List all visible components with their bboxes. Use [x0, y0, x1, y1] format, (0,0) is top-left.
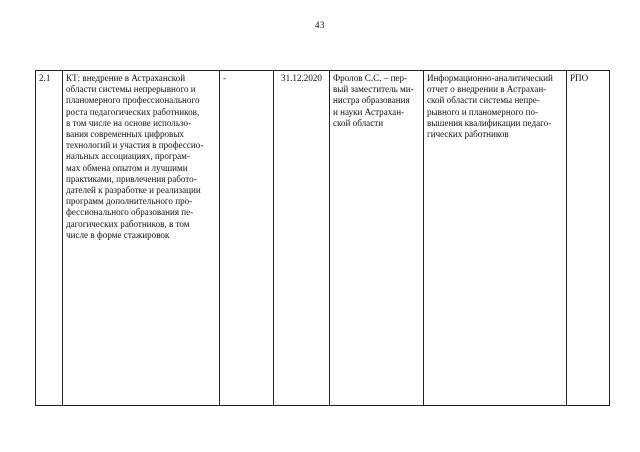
task-line: в том числе на основе использо- — [66, 117, 192, 128]
task-line: дателей к разработке и реализации — [66, 185, 201, 196]
result-line: вышения квалификации педаго- — [427, 117, 552, 128]
responsible-line: Фролов С.С. – пер- — [333, 73, 408, 83]
task-line: вания современных цифровых — [66, 129, 184, 140]
task-line: КТ: внедрение в Астраханской — [66, 73, 186, 83]
start-date: - — [220, 71, 274, 406]
result-description — [424, 71, 567, 406]
responsible-line: вый заместитель ми- — [333, 84, 414, 95]
responsible-line: ской области — [333, 117, 384, 128]
responsible-line: нистра образования — [333, 95, 410, 106]
result-line: рывного и планомерного по- — [427, 106, 539, 117]
row-number: 2.1 — [36, 71, 63, 406]
plan-table — [35, 70, 610, 406]
task-line: программ дополнительного про- — [66, 196, 193, 207]
task-line: практиками, привлечения работо- — [66, 173, 197, 184]
task-line: роста педагогических работников, — [66, 106, 200, 117]
task-line: мах обмена опытом и лучшими — [66, 162, 188, 173]
result-line: отчет о внедрении в Астрахан- — [427, 84, 547, 95]
result-line: Информационно-аналитический — [427, 73, 553, 83]
table-row — [36, 71, 610, 406]
task-line: планомерного профессионального — [66, 95, 200, 106]
task-line: фессионального образования пе- — [66, 207, 194, 218]
responsible-person — [330, 71, 424, 406]
task-line: числе в форме стажировок — [66, 229, 170, 240]
result-line: ской области системы непре- — [427, 95, 540, 106]
task-description — [63, 71, 220, 406]
task-line: дагогических работников, в том — [66, 218, 190, 229]
result-line: гических работников — [427, 129, 509, 140]
page-number: 43 — [315, 20, 325, 30]
responsible-line: и науки Астрахан- — [333, 106, 405, 117]
end-date: 31.12.2020 — [274, 71, 330, 406]
task-line: нальных ассоциациях, програм- — [66, 151, 190, 162]
level-code: РПО — [567, 71, 610, 406]
task-line: технологий и участия в профессио- — [66, 140, 204, 151]
task-line: области системы непрерывного и — [66, 84, 196, 95]
